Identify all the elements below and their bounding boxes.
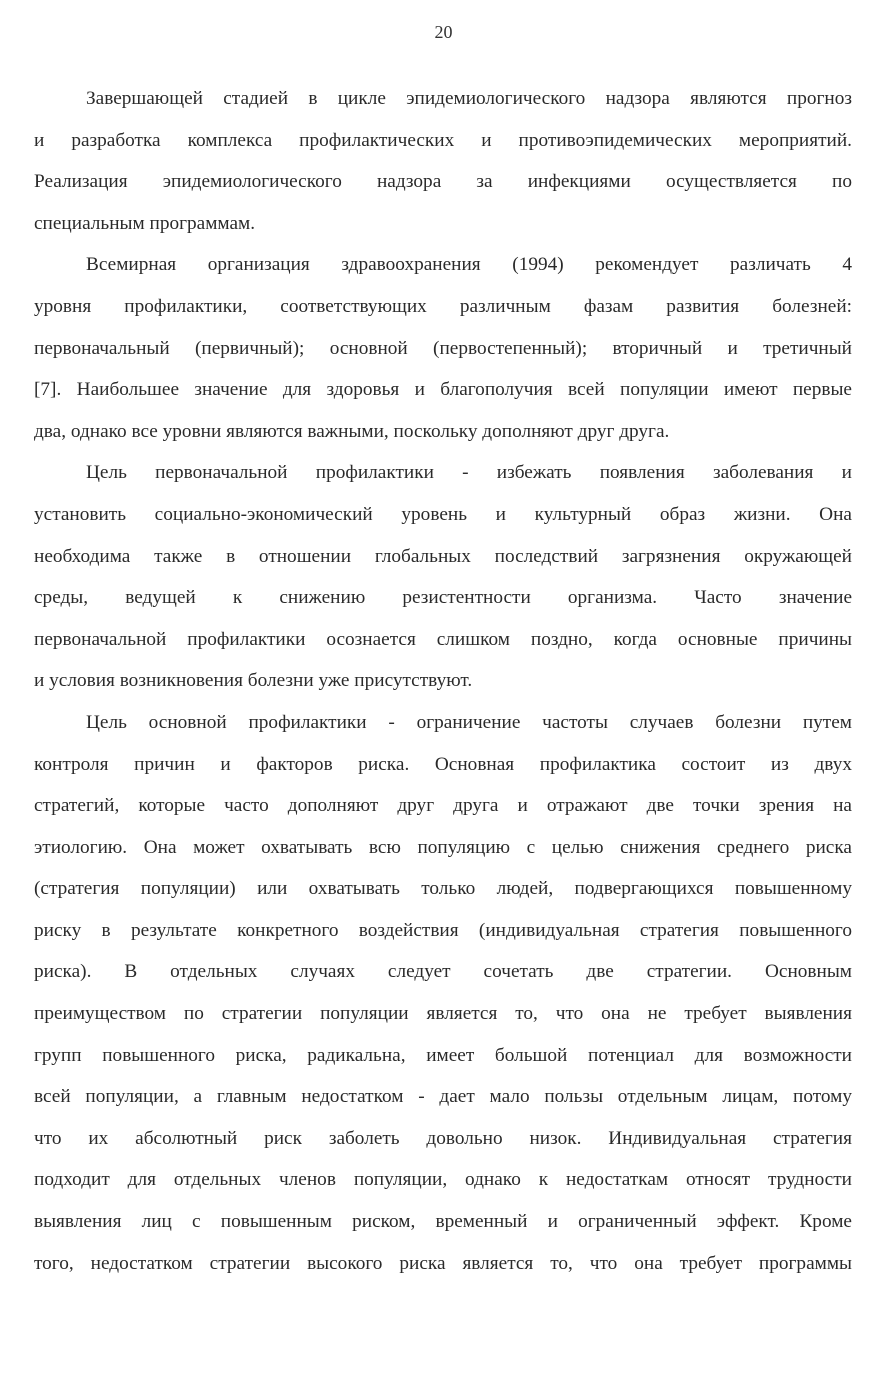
text-line: Цель первоначальной профилактики - избежать появления заболевания и xyxy=(86,462,852,484)
text-line: выявления лиц с повышенным риском, временный и ограниченный эффект. Кроме xyxy=(34,1211,852,1233)
text-line: среды, ведущей к снижению резистентности организма. Часто значение xyxy=(34,587,852,609)
text-line: риску в результате конкретного воздействия (индивидуальная стратегия повышенного xyxy=(34,919,852,941)
text-line: первоначальный (первичный); основной (первостепенный); вторичный и третичный xyxy=(34,337,852,359)
paragraph-1 xyxy=(34,84,852,250)
text-line: того, недостатком стратегии высокого риска является то, что она требует программы xyxy=(34,1252,852,1274)
text-line: групп повышенного риска, радикальна, имеет большой потенциал для возможности xyxy=(34,1044,852,1066)
paragraph-3 xyxy=(34,458,852,708)
body-text xyxy=(34,84,852,1290)
paragraph-4 xyxy=(34,708,852,1290)
text-line: два, однако все уровни являются важными, поскольку дополняют друг друга. xyxy=(34,420,670,442)
text-line: что их абсолютный риск заболеть довольно низок. Индивидуальная стратегия xyxy=(34,1127,852,1149)
text-line: установить социально-экономический уровень и культурный образ жизни. Она xyxy=(34,503,852,525)
text-line: первоначальной профилактики осознается слишком поздно, когда основные причины xyxy=(34,628,852,650)
text-line: (стратегия популяции) или охватывать только людей, подвергающихся повышенному xyxy=(34,878,852,900)
text-line: Завершающей стадией в цикле эпидемиологического надзора являются прогноз xyxy=(86,88,852,109)
text-line: подходит для отдельных членов популяции, однако к недостаткам относят трудности xyxy=(34,1169,852,1191)
text-line: стратегий, которые часто дополняют друг друга и отражают две точки зрения на xyxy=(34,795,852,817)
text-line: Реализация эпидемиологического надзора за инфекциями осуществляется по xyxy=(34,171,852,193)
paragraph-2 xyxy=(34,250,852,458)
text-line: контроля причин и факторов риска. Основная профилактика состоит из двух xyxy=(34,753,852,775)
text-line: Цель основной профилактики - ограничение частоты случаев болезни путем xyxy=(86,711,852,733)
text-line: преимуществом по стратегии популяции является то, что она не требует выявления xyxy=(34,1003,852,1025)
text-line: необходима также в отношении глобальных последствий загрязнения окружающей xyxy=(34,545,852,567)
text-line: этиологию. Она может охватывать всю популяцию с целью снижения среднего риска xyxy=(34,836,852,858)
text-line: и разработка комплекса профилактических и противоэпидемических мероприятий. xyxy=(34,129,852,151)
text-line: [7]. Наибольшее значение для здоровья и благополучия всей популяции имеют первые xyxy=(34,379,852,401)
text-line: и условия возникновения болезни уже присутствуют. xyxy=(34,670,473,692)
text-line: риска). В отдельных случаях следует сочетать две стратегии. Основным xyxy=(34,961,852,983)
text-line: специальным программам. xyxy=(34,212,256,234)
text-line: Всемирная организация здравоохранения (1994) рекомендует различать 4 xyxy=(86,254,852,276)
text-line: всей популяции, а главным недостатком - дает мало пользы отдельным лицам, потому xyxy=(34,1086,852,1108)
page-number: 20 xyxy=(434,22,453,42)
text-line: уровня профилактики, соответствующих различным фазам развития болезней: xyxy=(34,295,852,317)
